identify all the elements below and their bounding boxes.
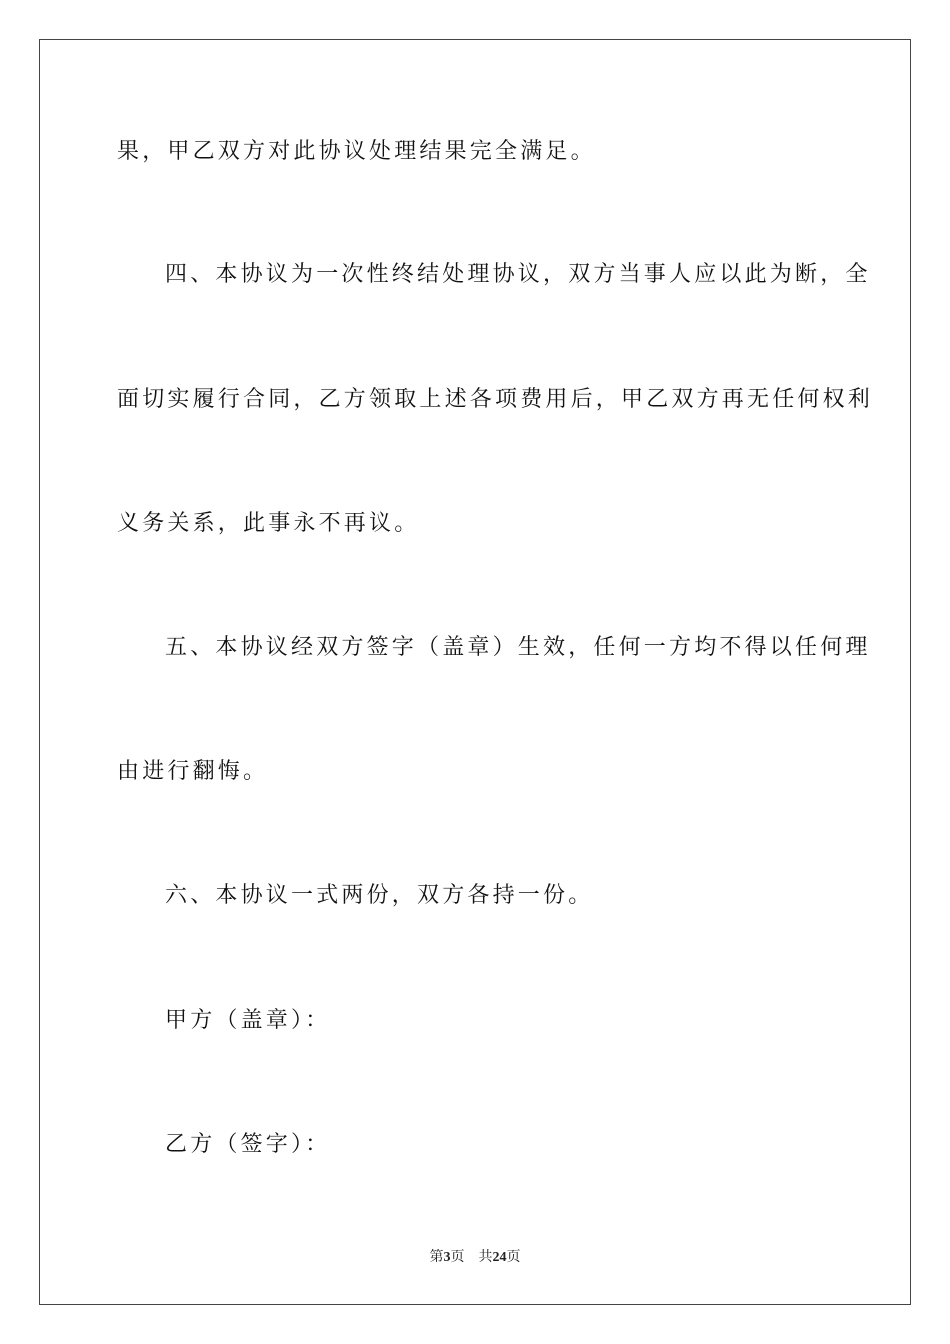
page-footer — [0, 1246, 950, 1266]
footer-total-pages: 24 — [492, 1250, 507, 1265]
paragraph-3-line-1: 五、本协议经双方签字（盖章）生效，任何一方均不得以任何理 — [165, 635, 871, 660]
paragraph-2-line-2: 面切实履行合同，乙方领取上述各项费用后，甲乙双方再无任何权利 — [117, 387, 874, 412]
footer-page-suffix: 页 — [450, 1250, 465, 1265]
paragraph-1-line-1: 果，甲乙双方对此协议处理结果完全满足。 — [117, 139, 596, 164]
paragraph-4-line-1: 六、本协议一式两份，双方各持一份。 — [165, 883, 594, 908]
footer-total-prefix: 共 — [478, 1250, 493, 1265]
paragraph-2-line-1: 四、本协议为一次性终结处理协议，双方当事人应以此为断，全 — [165, 262, 871, 287]
paragraph-3-line-2: 由进行翻悔。 — [117, 759, 269, 784]
party-a-seal-label: 甲方（盖章）： — [165, 1008, 331, 1033]
footer-page-prefix: 第 — [429, 1250, 444, 1265]
party-b-signature-label: 乙方（签字）： — [165, 1132, 331, 1157]
footer-total-suffix: 页 — [506, 1250, 521, 1265]
page-border — [39, 39, 911, 1305]
paragraph-2-line-3: 义务关系，此事永不再议。 — [117, 511, 420, 536]
footer-page-number: 3 — [443, 1250, 451, 1265]
